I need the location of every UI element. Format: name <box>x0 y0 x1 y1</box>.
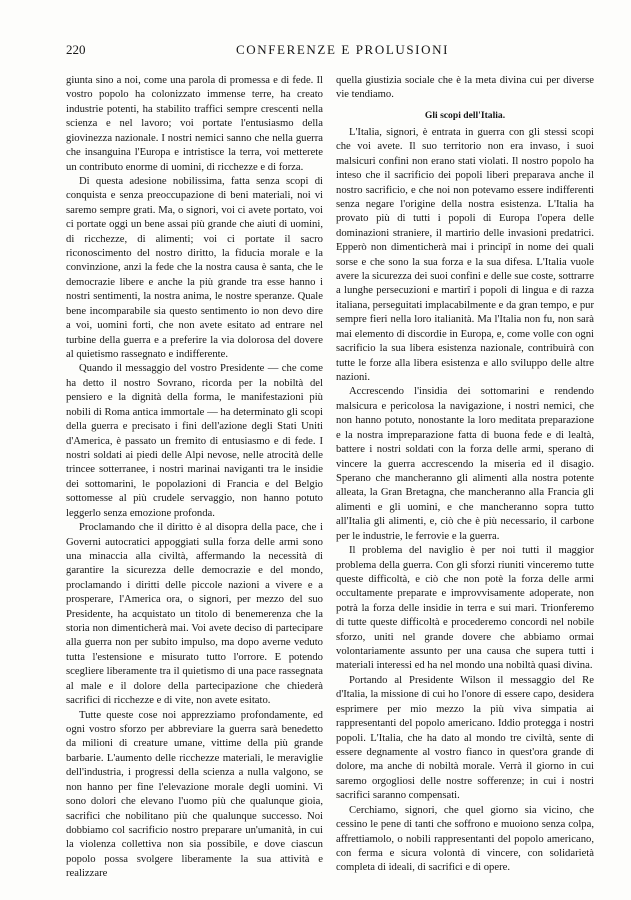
running-title: CONFERENZE E PROLUSIONI <box>235 42 450 57</box>
paragraph: Di questa adesione nobilissima, fatta senza scopi di conquista e senza preoccupazione di beni materiali, noi vi saremo sempre grati. Ma, o signori, voi ci avete portato, voi ci portate oggi un bene assai più grande che aiuti di uomini, di ricchezze, di alimenti; voi ci portate il sacro riconoscimento del nostro diritto, la fiducia morale e la convinzione, anzi la fede che la nostra causa è santa, che le democrazie libere e anche la più grande tra esse hanno i nostri sentimenti, la nostra anima, le nostre speranze. Quale bene incomparabile sia questo sentimento io non devo dire a voi, uomini forti, che non avete esitato ad entrare nel turbine della guerra e a preferire la via dolorosa del dovere al quietismo rassegnato e indifferente. <box>66 175 323 361</box>
paragraph: Portando al Presidente Wilson il messaggio del Re d'Italia, la missione di cui ho l'onore di essere capo, desidera esprimere per mio mezzo la più viva simpatia ai rappresentanti del popolo americano. Iddio protegga i nostri popoli. L'Italia, che ha dato al mondo tre civiltà, sente di essere degnamente al vostro fianco in quest'ora grande di dolore, ma anche di nobiltà morale. Verrà il giorno in cui saremo orgogliosi delle nostre sofferenze; in cui i nostri sacrifici saranno compensati. <box>336 674 594 802</box>
paragraph: quella giustizia sociale che è la meta divina cui per diverse vie tendiamo. <box>336 75 594 101</box>
page-header <box>66 42 579 60</box>
right-column <box>336 74 594 876</box>
paragraph: L'Italia, signori, è entrata in guerra con gli stessi scopi che voi avete. Il suo territorio non era invaso, i suoi malsicuri confini non erano stati violati. Il nostro popolo ha inteso che il sacrificio dei popoli liberi preparava anche il nostro sacrificio, e che noi non potevamo essere indifferenti senza negare l'origine della nostra esistenza. L'Italia ha provato più di tutti i popoli di Europa l'opera delle dominazioni straniere, il martirio delle invasioni predatrici. Epperò non dimenticherà mai i principî in nome dei quali sorse e che sono la sua forza e la sua difesa. L'Italia vuole avere la sicurezza dei suoi confini e delle sue coste, sottrarre a lunghe persecuzioni e martirî i popoli di lingua e di razza italiana, perseguitati implacabilmente e da gran tempo, e pur sempre fieri nella loro italianità. Ma l'Italia non fu, non sarà mai elemento di discordie in Europa, e, come volle con ogni sacrificio la sua libera esistenza nazionale, contribuirà con tutte le forze alla libera esistenza e allo sviluppo delle altre nazioni. <box>336 126 594 384</box>
paragraph: Proclamando che il diritto è al disopra della pace, che i Governi autocratici appoggiati sulla forza delle armi sono una minaccia alla civiltà, affermando la necessità di garantire la sicurezza delle democrazie e del mondo, proclamando i diritti delle piccole nazioni a vivere e a prosperare, l'America ora, o signori, per mezzo del suo Presidente, ha acquistato un titolo di benemerenza che la storia non dimenticherà mai. Voi avete deciso di partecipare alla guerra non per subito impulso, ma dopo averne veduto tutta l'estensione e misurato tutto l'orrore. E potendo scegliere liberamente tra il quietismo di una pace rassegnata al male e il dolore della partecipazione che chiederà sacrifici di ricchezze e di vite, non avete esitato. <box>66 522 323 707</box>
paragraph: giunta sino a noi, come una parola di promessa e di fede. Il vostro popolo ha colonizzato immense terre, ha creato industrie potenti, ha stabilito traffici sempre crescenti nella scienza e nel lavoro; voi portate l'entusiasmo della giovinezza nazionale. I nostri nemici sanno che nella guerra che insanguina l'Europa e intristisce la terra, voi metterete un contributo enorme di uomini, di ricchezze e di forza. <box>66 75 323 173</box>
paragraph: Accrescendo l'insidia dei sottomarini e rendendo malsicura e pericolosa la navigazione, i nostri nemici, che non hanno potuto, nonostante la loro meditata preparazione e la nostra impreparazione fatta di buona fede e di lealtà, battere i nostri soldati con la forza delle armi, sperano di vincere la guerra accrescendo la miseria ed il disagio. Sperano che mancheranno gli alimenti alla nostra potente alleata, la Gran Bretagna, che mancheranno alla Francia gli alimenti e gli uomini, e che mancheranno sopra tutto all'Italia gli alimenti, e, ciò che è più necessario, il carbone per le industrie, le ferrovie e la guerra. <box>336 386 594 542</box>
page-number: 220 <box>66 42 86 57</box>
paragraph: Tutte queste cose noi apprezziamo profondamente, ed ogni vostro sforzo per abbreviare la guerra sarà benedetto da milioni di creature umane, vittime della più grande barbarie. L'aumento delle ricchezze materiali, le meraviglie dell'industria, i progressi della scienza a nulla valgono, se non hanno per fine l'elevazione morale degli uomini. Vi sono dolori che elevano l'uomo più che qualunque gioia, sacrifici che nobilitano più che qualunque successo. Noi dobbiamo col sacrificio nostro preparare un'umanità, in cui la violenza collettiva non sia possibile, e dove ciascun popolo possa svolgere liberamente la sua attività e realizzare <box>66 709 323 880</box>
left-column <box>66 74 323 882</box>
paragraph: Cerchiamo, signori, che quel giorno sia vicino, che cessino le pene di tanti che soffrono e muoiono senza colpa, affrettiamolo, o nobili rappresentanti del popolo americano, con ferma e sicura volontà di vincere, con solidarietà completa di ideali, di sacrifici e di opere. <box>336 804 594 874</box>
section-heading: Gli scopi dell'Italia. <box>424 109 506 121</box>
paragraph: Quando il messaggio del vostro Presidente — che come ha detto il nostro Sovrano, ricorda per la nobiltà del pensiero e la dignità della forma, le manifestazioni più nobili di Roma antica immortale — ha determinato gli scopi della guerra e precisato i fini dell'azione degli Stati Uniti d'America, è passato un fremito di entusiasmo e di fede. I nostri soldati ai piedi delle Alpi nevose, nelle atrocità delle trincee sotterranee, i nostri marinai naviganti tra le insidie dei sottomarini, le popolazioni di Francia e del Belgio sottomesse al più crudele servaggio, non hanno potuto leggerlo senza emozione profonda. <box>66 363 323 519</box>
paragraph: Il problema del naviglio è per noi tutti il maggior problema della guerra. Con gli sforzi riuniti vinceremo tutte queste difficoltà, e ciò che non potè la forza delle armi occultamente preparate e improvvisamente adoperate, non potrà la forza delle insidie in terra e sui mari. Trionferemo di tutte queste difficoltà e procederemo concordi nel nobile sforzo, uniti nel grande dovere che abbiamo ormai volontariamente assunto per una causa che supera tutti i materiali interessi ed ha nel mondo una nobiltà quasi divina. <box>336 545 594 672</box>
